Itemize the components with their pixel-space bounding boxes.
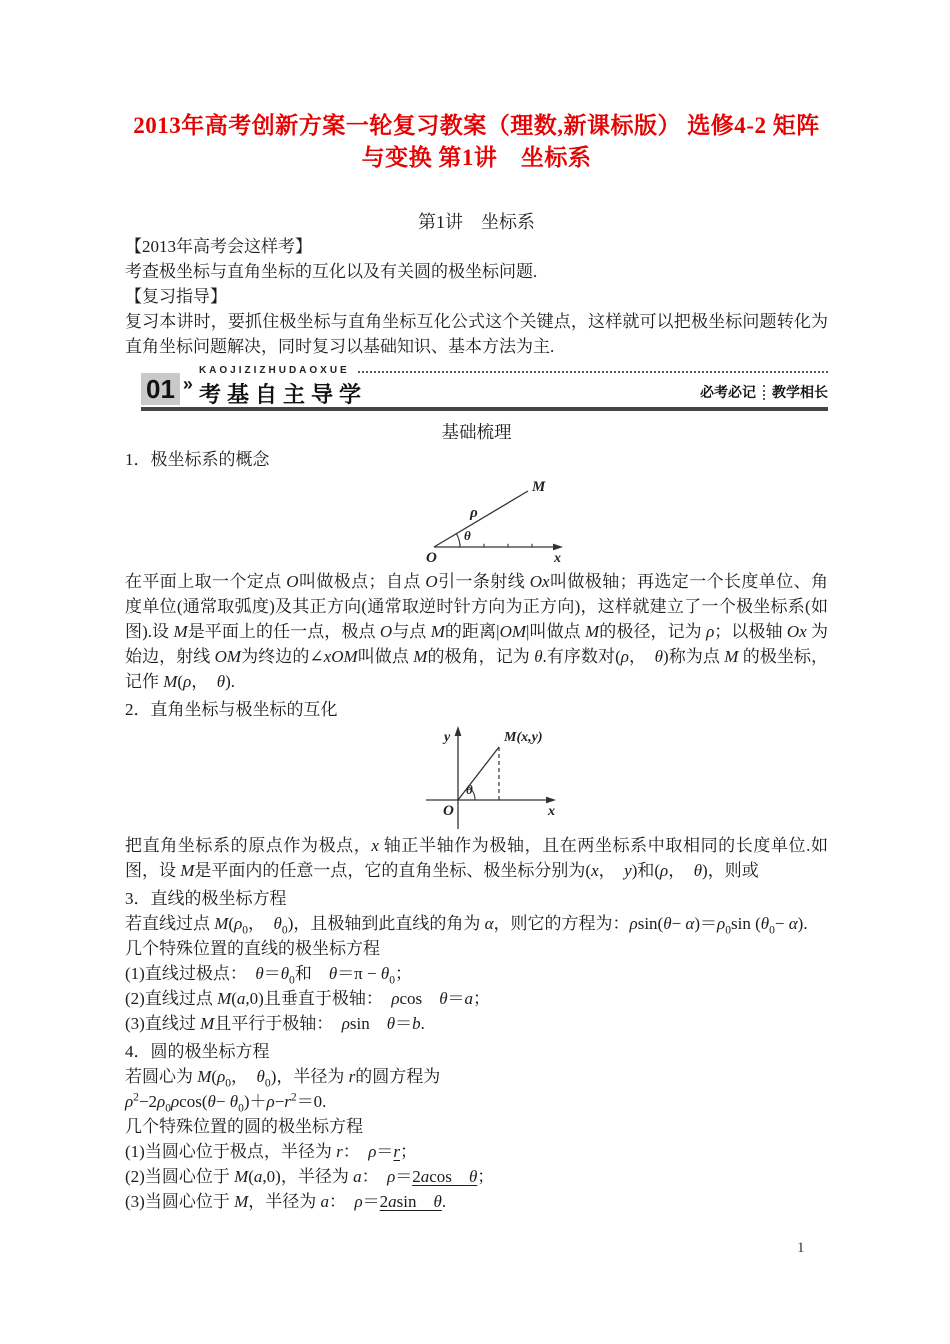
circle-case-2: (2)当圆心位于 M(a,0)，半径为 a： ρ＝2acos θ；: [125, 1167, 495, 1186]
line-equation-paragraph: 若直线过点 $M(\rho_0$， $\theta_0$)，且极轴到此直线的角为 α，则它的方程为：$\rho\sin(\theta- \alpha)=\rho_0\sin$ $(\theta_0- \alpha)$.: [125, 914, 808, 937]
circle-special-cases-header: 几个特殊位置的圆的极坐标方程: [125, 1117, 363, 1136]
conversion-paragraph: 把直角坐标系的原点作为极点，x 轴正半轴作为极轴，且在两坐标系中取相同的长度单位.如图，设 M是平面内的任意一点，它的直角坐标、极坐标分别为(x， y)和(ρ， θ)，则或: [125, 836, 829, 880]
exam-scope-text: 考查极坐标与直角坐标的互化以及有关圆的极坐标问题.: [125, 262, 538, 281]
review-guide-header: 【复习指导】: [125, 287, 227, 306]
figure-label-y: y: [444, 730, 451, 745]
line-case-3: (3)直线过 M且平行于极轴： ρsin θ＝b.: [125, 1014, 425, 1033]
figure-label-x: x: [554, 551, 561, 566]
figure-label-m: M: [532, 479, 546, 495]
basics-section-header: 基础梳理: [441, 422, 512, 442]
chevron-right-icon: »: [182, 374, 193, 394]
document-title: 2013年高考创新方案一轮复习教案（理数,新课标版） 选修4-2 矩阵与变换 第1讲 坐标系: [133, 113, 820, 170]
figure-label-rho: ρ: [470, 505, 478, 521]
lesson-subtitle: 第1讲 坐标系: [418, 212, 535, 232]
dotted-leader-line: [358, 371, 828, 373]
line-special-cases-header: 几个特殊位置的直线的极坐标方程: [125, 939, 380, 958]
circle-equation-intro: 若圆心为 $M(\rho_0$， $\theta_0$)，半径为 r的圆方程为: [125, 1067, 441, 1090]
figure-label-m: M(x,y): [504, 730, 543, 745]
line-case-1: (1)直线过极点： $\theta=\theta_0$和 $\theta=\pi - \theta_0$；: [125, 964, 412, 987]
review-guide-text: 复习本讲时，要抓住极坐标与直角坐标互化公式这个关键点，这样就可以把极坐标问题转化为直角坐标问题解决，同时复习以基础知识、基本方法为主.: [125, 312, 828, 356]
circle-case-1: (1)当圆心位于极点，半径为 r： ρ＝r；: [125, 1142, 417, 1161]
cartesian-polar-figure: [420, 725, 590, 831]
heading-line-equation: 3．直线的极坐标方程: [125, 889, 287, 908]
banner-kicker: KAOJIZIZHUDAOXUE: [198, 365, 350, 376]
heading-polar-concept: 1．极坐标系的概念: [125, 450, 270, 469]
banner-title: 考基自主导学: [198, 382, 367, 407]
banner-number-badge: 01: [141, 373, 180, 405]
polar-coordinates-figure: [420, 475, 572, 567]
circle-case-3: (3)当圆心位于 M，半径为 a： ρ＝2asin θ.: [125, 1192, 447, 1211]
banner-tag-left: 必考必记: [700, 384, 756, 400]
circle-equation-formula: $\rho^2-2\rho_0\rho\cos(\theta- \theta_0)+\rho-r^2=0$.: [125, 1090, 327, 1115]
banner-kicker-row: [199, 365, 828, 376]
figure-label-theta: θ: [466, 782, 473, 797]
heading-conversion: 2．直角坐标与极坐标的互化: [125, 700, 338, 719]
banner-tags: [694, 382, 828, 402]
banner-tag-right: 教学相长: [772, 384, 828, 400]
dotted-divider: [763, 385, 765, 400]
polar-concept-paragraph: 在平面上取一个定点 O叫做极点；自点 O引一条射线 Ox叫做极轴；再选定一个长度单位、角度单位(通常取弧度)及其正方向(通常取逆时针方向为正方向)，这样就建立了一个极坐标系(如图).设 M是平面上的任一点，极点 O与点 M的距离|OM|叫做点 M的极径，记为 ρ；以极轴 Ox 为始边，射线 OM为终边的∠xOM叫做点 M的极角，记为 θ.有序数对(ρ， θ)称为点 M 的极坐标，记作 M(ρ， θ).: [125, 572, 829, 691]
line-case-2: (2)直线过点 M(a,0)且垂直于极轴： ρcos θ＝a；: [125, 989, 491, 1008]
heading-circle-equation: 4．圆的极坐标方程: [125, 1042, 270, 1061]
figure-label-theta: θ: [464, 528, 471, 543]
section-banner: [141, 365, 828, 411]
figure-label-x: x: [548, 804, 555, 819]
figure-label-o: O: [426, 550, 437, 566]
page-number: 1: [797, 1240, 805, 1256]
exam-scope-header: 【2013年高考会这样考】: [125, 237, 312, 256]
figure-label-o: O: [443, 803, 454, 819]
